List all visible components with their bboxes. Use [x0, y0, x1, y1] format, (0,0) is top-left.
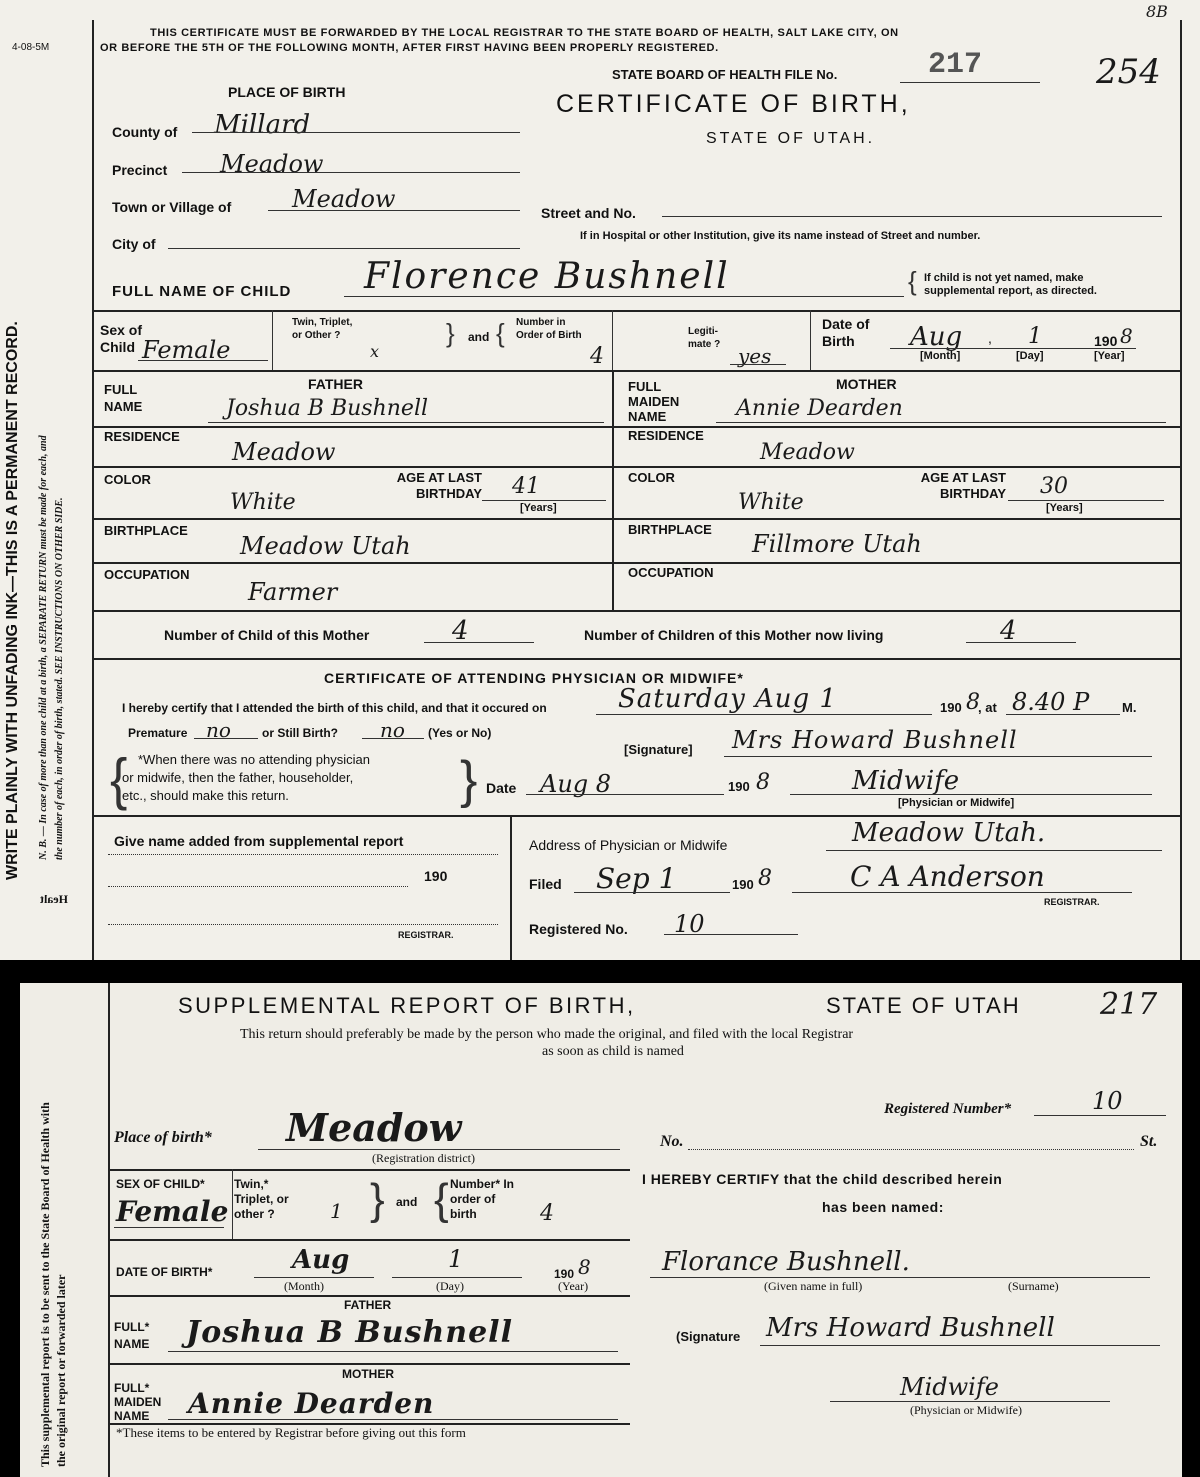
mother-age-value: 30 [1040, 474, 1068, 499]
twin-value: x [370, 342, 380, 361]
dob-label: Date of Birth [822, 316, 870, 349]
address-label: Address of Physician or Midwife [529, 837, 728, 853]
year-label: [Year] [1094, 350, 1125, 362]
premature-label: Premature [128, 726, 188, 740]
father-age-label: AGE AT LAST BIRTHDAY [396, 470, 482, 501]
legitimate-value: yes [738, 344, 772, 368]
supplemental-title: SUPPLEMENTAL REPORT OF BIRTH, [178, 993, 636, 1018]
cert-year-suffix: 8 [756, 770, 770, 795]
county-label: County of [112, 124, 178, 140]
file-no-label: STATE BOARD OF HEALTH FILE No. [612, 67, 838, 82]
county-value: Millard [214, 110, 311, 140]
child-name-value: Florence Bushnell [364, 256, 730, 297]
children-count-value: 4 [452, 616, 469, 646]
occurred-year-suffix: 8 [966, 690, 980, 715]
filed-year-suffix: 8 [758, 866, 772, 891]
certify-line-1: I HEREBY CERTIFY that the child described herein [642, 1171, 1003, 1187]
street-note: If in Hospital or other Institution, give its name instead of Street and number. [580, 230, 981, 242]
address-value: Meadow Utah. [852, 818, 1046, 848]
supplemental-year: 190 [424, 868, 448, 884]
registered-no-value: 10 [674, 910, 705, 938]
dob-day: 1 [448, 1245, 464, 1273]
mirror-text: Healt [40, 892, 68, 906]
place-of-birth-value: Meadow [286, 1105, 462, 1150]
m-label: M. [1122, 700, 1137, 715]
physician-midwife-label: [Physician or Midwife] [898, 797, 1015, 809]
role-value: Midwife [900, 1373, 999, 1401]
forward-notice-2: OR BEFORE THE 5TH OF THE FOLLOWING MONTH, AFTER FIRST HAVING BEEN PROPERLY REGISTERED. [100, 42, 719, 54]
cert-year-prefix: 190 [728, 779, 750, 794]
dob-year-suffix: 8 [578, 1255, 591, 1279]
note-line-1: *When there was no attending physician [138, 752, 370, 767]
place-of-birth-heading: PLACE OF BIRTH [228, 84, 346, 100]
certificate-subtitle: STATE OF UTAH. [706, 130, 876, 147]
dob-month: Aug [910, 322, 963, 352]
signature-value: Mrs Howard Bushnell [766, 1313, 1055, 1343]
registrar-label-2: REGISTRAR. [1044, 897, 1100, 907]
supplemental-instruction-1: This return should preferably be made by the person who made the original, and filed with the local Registrar [240, 1027, 854, 1042]
dob-day: 1 [1028, 324, 1042, 349]
registered-no-label: Registered No. [529, 921, 628, 937]
dob-label: DATE OF BIRTH* [116, 1265, 213, 1279]
mother-occupation-label: OCCUPATION [628, 565, 714, 580]
physician-midwife-label: (Physician or Midwife) [910, 1403, 1022, 1417]
town-label: Town or Village of [112, 199, 232, 215]
precinct-label: Precinct [112, 162, 168, 178]
sex-label: SEX OF CHILD* [116, 1177, 205, 1191]
birth-certificate: WRITE PLAINLY WITH UNFADING INK—THIS IS A PERMANENT RECORD. N. B. — In case of more than one child at a birth, a SEPARATE RETURN must be made for each, and the number of each, in order of birth, stated. SEE INSTRUCTIONS ON OTHER SIDE. Healt 4-08-5M THIS CERTIFICATE MUST BE FORWARDED BY THE LOCAL REGISTRAR TO THE STATE BOARD OF HEALTH, SALT LAKE CITY, ON OR BEFORE THE 5TH OF THE FOLLOWING MONTH, AFTER FIRST HAVING BEEN PROPERLY REGISTERED. 8B STATE BOARD OF HEALTH FILE No. 217 254 PLACE OF BIRTH CERTIFICATE OF BIRTH, STATE OF UTAH. County of Millard Precinct Meadow Town or Village of Meadow Street and No. If in Hospital or other Institution, give its name instead of Street and number. City of FULL NAME OF CHILD Florence Bushnell { If child is not yet named, make supplemental report, as directed. Sex of Child Female Twin, Triplet, or Other ? x } and { Number in Order of Birth 4 Legiti- mate ? yes Date of Birth Aug , 1 190 8 [Month] [Day] [Year] FATHER MOTHER FULL NAME Joshua B Bushnell FULL MAIDEN NAME Annie Dearden RESIDENCE Meadow RESIDENCE Meadow COLOR White AGE AT LAST BIRTHDAY 41 [Years] COLOR White AGE AT LAST BIRTHDAY 30 [Years] BIRTHPLACE Meadow Utah BIRTHPLACE Fillmore Utah OCCUPATION Farmer OCCUPATION Number of Child of this Mother 4 Number of Children of this Mother now living 4 CERTIFICATE OF ATTENDING PHYSICIAN OR MIDWIFE* I hereby certify that I attended the birth of this child, and that it occured on Saturday Aug 1 190 8 , at 8.40 P M. Premature no or Still Birth? no (Yes or No) { *When there was no attending physician or midwife, then the father, householder, etc., should make this return. } [Signature] Mrs Howard Bushnell Date Aug 8 190 8 Midwife [Physician or Midwife] Give name added from supplemental report 190 REGISTRAR. Address of Physician or Midwife Meadow Utah. Filed Sep 1 190 8 C A Anderson REGISTRAR. Registered No. 10 [0, 0, 1200, 960]
supplemental-report: This supplemental report is to be sent to the State Board of Health with the original report or forwarded later SUPPLEMENTAL REPORT OF BIRTH, STATE OF UTAH 217 This return should preferably be made by the person who made the original, and filed with the local Registrar as soon as child is named Registered Number* 10 Place of birth* Meadow (Registration district) No. St. SEX OF CHILD* Female Twin,* Triplet, or other ? 1 } and { Number* In order of birth 4 DATE OF BIRTH* Aug (Month) 1 (Day) 190 8 (Year) FATHER FULL* NAME Joshua B Bushnell MOTHER FULL* MAIDEN NAME Annie Dearden *These items to be entered by Registrar before giving out this form I HEREBY CERTIFY that the child described herein has been named: Florance Bushnell. (Given name in full) (Surname) (Signature Mrs Howard Bushnell Midwife (Physician or Midwife) [20, 983, 1182, 1477]
dob-year-prefix: 190 [554, 1267, 575, 1281]
premature-value: no [206, 718, 231, 742]
dob-year-label: (Year) [558, 1279, 589, 1293]
father-heading: FATHER [344, 1298, 392, 1312]
mother-name-label: FULL* MAIDEN NAME [114, 1381, 162, 1423]
surname-label: (Surname) [1008, 1279, 1059, 1293]
sex-value: Female [142, 336, 231, 364]
dob-year-suffix: 8 [1120, 324, 1133, 348]
father-name-value: Joshua B Bushnell [186, 1315, 513, 1350]
forward-notice-1: THIS CERTIFICATE MUST BE FORWARDED BY THE LOCAL REGISTRAR TO THE STATE BOARD OF HEALTH, SALT LAKE CITY, ON [150, 27, 899, 39]
supplemental-margin-1: This supplemental report is to be sent to the State Board of Health with [38, 1102, 52, 1467]
birth-order-label: Number in Order of Birth [516, 317, 582, 341]
mother-residence-label: RESIDENCE [628, 428, 704, 443]
occurred-year-prefix: 190 [940, 700, 962, 715]
birth-order-value: 4 [540, 1201, 554, 1226]
legitimate-label: Legiti- mate ? [688, 326, 721, 350]
dob-month-label: (Month) [284, 1279, 324, 1293]
father-color-label: COLOR [104, 472, 151, 487]
given-name-label: (Given name in full) [764, 1279, 863, 1293]
cert-date-label: Date [486, 780, 517, 796]
precinct-value: Meadow [220, 150, 324, 178]
margin-nb-line-1: N. B. — In case of more than one child at a birth, a SEPARATE RETURN must be made for each, and [38, 435, 49, 860]
certify-line-2: has been named: [822, 1199, 944, 1215]
supplemental-margin-2: the original report or forwarded later [54, 1274, 68, 1467]
mother-heading: MOTHER [342, 1367, 394, 1381]
supplemental-footnote: *These items to be entered by Registrar before giving out this form [116, 1425, 466, 1440]
right-border [1180, 20, 1182, 960]
still-birth-label: or Still Birth? [262, 726, 338, 740]
left-border [92, 20, 94, 960]
father-heading: FATHER [308, 376, 363, 392]
margin-number: 254 [1096, 52, 1161, 92]
dob-day-label: (Day) [436, 1279, 464, 1293]
dob-year-prefix: 190 [1094, 333, 1118, 349]
form-code: 4-08-5M [12, 42, 50, 53]
father-name-label: FULL* NAME [114, 1320, 150, 1351]
mother-heading: MOTHER [836, 376, 897, 392]
certificate-title: CERTIFICATE OF BIRTH, [556, 90, 911, 118]
supplemental-file-no: 217 [1100, 987, 1158, 1022]
father-residence-value: Meadow [232, 438, 336, 466]
father-occupation-label: OCCUPATION [104, 567, 190, 582]
occurred-date: Saturday Aug 1 [618, 684, 838, 714]
file-no: 217 [928, 48, 983, 82]
and-label: and [396, 1195, 418, 1209]
cert-role-value: Midwife [852, 766, 960, 796]
registrar-name: C A Anderson [850, 860, 1045, 893]
registrar-label-1: REGISTRAR. [398, 930, 454, 940]
signature-label: (Signature [676, 1329, 741, 1344]
registered-number-value: 10 [1092, 1087, 1123, 1115]
children-living-label: Number of Children of this Mother now living [584, 627, 884, 643]
twin-label: Twin,* Triplet, or other ? [234, 1177, 289, 1221]
registered-number-label: Registered Number* [884, 1101, 1012, 1117]
filed-date: Sep 1 [596, 862, 677, 895]
registration-district-label: (Registration district) [372, 1151, 475, 1165]
mother-years-label: [Years] [1046, 502, 1083, 514]
father-occupation-value: Farmer [248, 578, 338, 606]
city-label: City of [112, 236, 156, 252]
note-line-3: etc., should make this return. [122, 788, 289, 803]
yes-no-label: (Yes or No) [428, 726, 492, 740]
father-name-value: Joshua B Bushnell [226, 396, 429, 421]
st-label: St. [1140, 1133, 1158, 1150]
sex-value: Female [116, 1195, 229, 1228]
town-value: Meadow [292, 185, 396, 213]
supplemental-instruction-2: as soon as child is named [542, 1044, 684, 1059]
father-name-label: FULL NAME [104, 382, 143, 414]
corner-note: 8B [1146, 2, 1168, 21]
child-name-value: Florance Bushnell. [662, 1247, 910, 1277]
children-living-value: 4 [1000, 616, 1017, 646]
mother-birthplace-label: BIRTHPLACE [628, 522, 712, 537]
cert-date-value: Aug 8 [540, 770, 612, 798]
signature-label: [Signature] [624, 742, 693, 757]
at-label: , at [978, 700, 997, 715]
note-line-2: or midwife, then the father, householder, [122, 770, 354, 785]
birth-order-value: 4 [590, 344, 604, 369]
dob-month: Aug [292, 1245, 350, 1275]
margin-nb-line-2: the number of each, in order of birth, stated. SEE INSTRUCTIONS ON OTHER SIDE. [54, 497, 65, 860]
still-birth-value: no [380, 718, 405, 742]
physician-heading: CERTIFICATE OF ATTENDING PHYSICIAN OR MIDWIFE* [324, 670, 744, 686]
father-birthplace-label: BIRTHPLACE [104, 523, 188, 538]
sex-label: Sex of Child [100, 322, 143, 355]
father-color-value: White [230, 490, 296, 515]
birth-order-label: Number* In order of birth [450, 1177, 515, 1221]
child-name-label: FULL NAME OF CHILD [112, 283, 292, 300]
not-named-note-1: If child is not yet named, make [924, 272, 1084, 284]
day-label: [Day] [1016, 350, 1044, 362]
mother-color-value: White [738, 490, 804, 515]
filed-year-prefix: 190 [732, 877, 754, 892]
twin-label: Twin, Triplet, or Other ? [292, 317, 353, 341]
and-label: and [468, 330, 490, 344]
mother-residence-value: Meadow [760, 440, 855, 465]
filed-label: Filed [529, 876, 562, 892]
margin-instruction: WRITE PLAINLY WITH UNFADING INK—THIS IS A PERMANENT RECORD. [4, 321, 21, 880]
not-named-note-2: supplemental report, as directed. [924, 285, 1097, 297]
supplemental-name-label: Give name added from supplemental report [114, 833, 404, 849]
mother-age-label: AGE AT LAST BIRTHDAY [920, 470, 1006, 501]
father-years-label: [Years] [520, 502, 557, 514]
mother-name-label: FULL MAIDEN NAME [628, 379, 680, 424]
street-label: Street and No. [541, 205, 636, 221]
mother-color-label: COLOR [628, 470, 675, 485]
certify-text: I hereby certify that I attended the birth of this child, and that it occured on [122, 701, 547, 715]
month-label: [Month] [920, 350, 961, 362]
no-label: No. [660, 1133, 684, 1150]
supplemental-title-state: STATE OF UTAH [826, 993, 1021, 1018]
father-birthplace-value: Meadow Utah [240, 532, 411, 560]
mother-birthplace-value: Fillmore Utah [752, 530, 922, 558]
twin-value: 1 [330, 1199, 343, 1223]
children-count-label: Number of Child of this Mother [164, 627, 370, 643]
mother-name-value: Annie Dearden [736, 396, 903, 421]
father-age-value: 41 [512, 474, 540, 499]
signature-value: Mrs Howard Bushnell [732, 726, 1018, 754]
father-residence-label: RESIDENCE [104, 429, 180, 444]
place-of-birth-label: Place of birth* [114, 1129, 212, 1146]
mother-name-value: Annie Dearden [188, 1387, 435, 1420]
occurred-time: 8.40 P [1012, 688, 1090, 716]
